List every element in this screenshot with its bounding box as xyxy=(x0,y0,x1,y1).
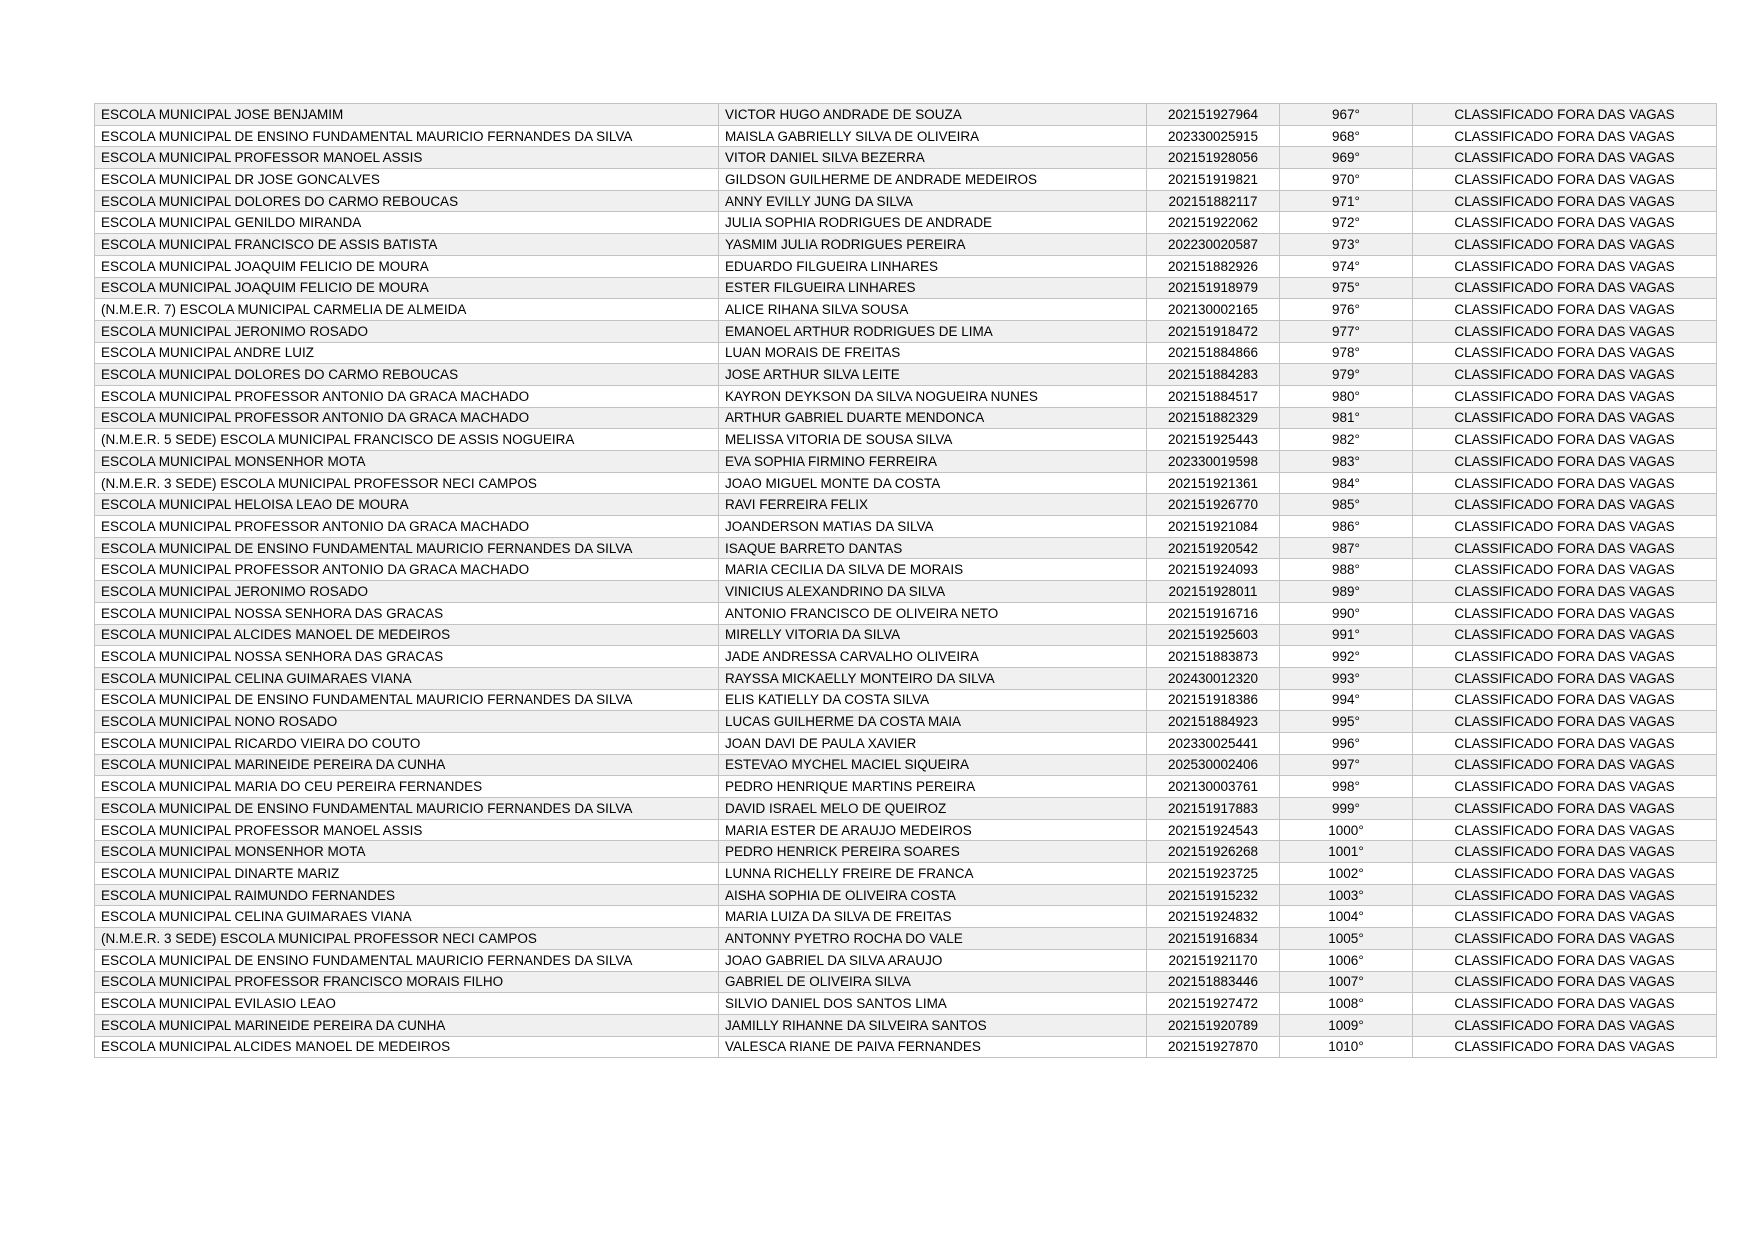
enrollment-cell: 202151916716 xyxy=(1147,602,1280,624)
table-row xyxy=(95,516,1717,538)
status-cell: CLASSIFICADO FORA DAS VAGAS xyxy=(1413,754,1717,776)
rank-cell: 972° xyxy=(1280,212,1413,234)
status-cell: CLASSIFICADO FORA DAS VAGAS xyxy=(1413,949,1717,971)
table-row xyxy=(95,711,1717,733)
enrollment-cell: 202151882117 xyxy=(1147,190,1280,212)
table-row xyxy=(95,299,1717,321)
table-row xyxy=(95,472,1717,494)
rank-cell: 976° xyxy=(1280,299,1413,321)
rank-cell: 971° xyxy=(1280,190,1413,212)
school-cell: ESCOLA MUNICIPAL MARIA DO CEU PEREIRA FERNANDES xyxy=(95,776,719,798)
school-cell: ESCOLA MUNICIPAL EVILASIO LEAO xyxy=(95,993,719,1015)
status-cell: CLASSIFICADO FORA DAS VAGAS xyxy=(1413,1014,1717,1036)
status-cell: CLASSIFICADO FORA DAS VAGAS xyxy=(1413,1036,1717,1058)
student-cell: JOAO GABRIEL DA SILVA ARAUJO xyxy=(719,949,1147,971)
table-row xyxy=(95,407,1717,429)
school-cell: ESCOLA MUNICIPAL DE ENSINO FUNDAMENTAL MAURICIO FERNANDES DA SILVA xyxy=(95,125,719,147)
school-cell: (N.M.E.R. 5 SEDE) ESCOLA MUNICIPAL FRANCISCO DE ASSIS NOGUEIRA xyxy=(95,429,719,451)
table-row xyxy=(95,841,1717,863)
rank-cell: 981° xyxy=(1280,407,1413,429)
student-cell: RAVI FERREIRA FELIX xyxy=(719,494,1147,516)
school-cell: ESCOLA MUNICIPAL MARINEIDE PEREIRA DA CUNHA xyxy=(95,754,719,776)
status-cell: CLASSIFICADO FORA DAS VAGAS xyxy=(1413,234,1717,256)
rank-cell: 1001° xyxy=(1280,841,1413,863)
status-cell: CLASSIFICADO FORA DAS VAGAS xyxy=(1413,277,1717,299)
status-cell: CLASSIFICADO FORA DAS VAGAS xyxy=(1413,906,1717,928)
rank-cell: 967° xyxy=(1280,104,1413,126)
enrollment-cell: 202530002406 xyxy=(1147,754,1280,776)
rank-cell: 979° xyxy=(1280,364,1413,386)
table-row xyxy=(95,689,1717,711)
student-cell: ESTER FILGUEIRA LINHARES xyxy=(719,277,1147,299)
status-cell: CLASSIFICADO FORA DAS VAGAS xyxy=(1413,646,1717,668)
school-cell: ESCOLA MUNICIPAL JOAQUIM FELICIO DE MOURA xyxy=(95,255,719,277)
enrollment-cell: 202151918472 xyxy=(1147,320,1280,342)
rank-cell: 985° xyxy=(1280,494,1413,516)
student-cell: LUAN MORAIS DE FREITAS xyxy=(719,342,1147,364)
rank-cell: 1000° xyxy=(1280,819,1413,841)
school-cell: ESCOLA MUNICIPAL PROFESSOR MANOEL ASSIS xyxy=(95,147,719,169)
enrollment-cell: 202151924832 xyxy=(1147,906,1280,928)
student-cell: RAYSSA MICKAELLY MONTEIRO DA SILVA xyxy=(719,667,1147,689)
rank-cell: 990° xyxy=(1280,602,1413,624)
student-cell: EVA SOPHIA FIRMINO FERREIRA xyxy=(719,451,1147,473)
status-cell: CLASSIFICADO FORA DAS VAGAS xyxy=(1413,884,1717,906)
enrollment-cell: 202151927472 xyxy=(1147,993,1280,1015)
status-cell: CLASSIFICADO FORA DAS VAGAS xyxy=(1413,776,1717,798)
enrollment-cell: 202130002165 xyxy=(1147,299,1280,321)
rank-cell: 1003° xyxy=(1280,884,1413,906)
enrollment-cell: 202151882926 xyxy=(1147,255,1280,277)
rank-cell: 997° xyxy=(1280,754,1413,776)
status-cell: CLASSIFICADO FORA DAS VAGAS xyxy=(1413,971,1717,993)
rank-cell: 995° xyxy=(1280,711,1413,733)
enrollment-cell: 202151918979 xyxy=(1147,277,1280,299)
school-cell: ESCOLA MUNICIPAL MONSENHOR MOTA xyxy=(95,451,719,473)
student-cell: AISHA SOPHIA DE OLIVEIRA COSTA xyxy=(719,884,1147,906)
enrollment-cell: 202151884866 xyxy=(1147,342,1280,364)
school-cell: ESCOLA MUNICIPAL RICARDO VIEIRA DO COUTO xyxy=(95,732,719,754)
enrollment-cell: 202151884923 xyxy=(1147,711,1280,733)
table-row xyxy=(95,104,1717,126)
table-row xyxy=(95,255,1717,277)
rank-cell: 1002° xyxy=(1280,863,1413,885)
status-cell: CLASSIFICADO FORA DAS VAGAS xyxy=(1413,385,1717,407)
enrollment-cell: 202151924543 xyxy=(1147,819,1280,841)
table-row xyxy=(95,385,1717,407)
rank-cell: 1007° xyxy=(1280,971,1413,993)
enrollment-cell: 202151925443 xyxy=(1147,429,1280,451)
student-cell: DAVID ISRAEL MELO DE QUEIROZ xyxy=(719,798,1147,820)
rank-cell: 992° xyxy=(1280,646,1413,668)
school-cell: ESCOLA MUNICIPAL JOAQUIM FELICIO DE MOURA xyxy=(95,277,719,299)
rank-cell: 969° xyxy=(1280,147,1413,169)
status-cell: CLASSIFICADO FORA DAS VAGAS xyxy=(1413,711,1717,733)
status-cell: CLASSIFICADO FORA DAS VAGAS xyxy=(1413,299,1717,321)
rank-cell: 1008° xyxy=(1280,993,1413,1015)
rank-cell: 1004° xyxy=(1280,906,1413,928)
student-cell: VICTOR HUGO ANDRADE DE SOUZA xyxy=(719,104,1147,126)
rank-cell: 1010° xyxy=(1280,1036,1413,1058)
status-cell: CLASSIFICADO FORA DAS VAGAS xyxy=(1413,863,1717,885)
status-cell: CLASSIFICADO FORA DAS VAGAS xyxy=(1413,494,1717,516)
school-cell: ESCOLA MUNICIPAL CELINA GUIMARAES VIANA xyxy=(95,906,719,928)
rank-cell: 986° xyxy=(1280,516,1413,538)
table-row xyxy=(95,147,1717,169)
school-cell: ESCOLA MUNICIPAL NONO ROSADO xyxy=(95,711,719,733)
school-cell: ESCOLA MUNICIPAL RAIMUNDO FERNANDES xyxy=(95,884,719,906)
enrollment-cell: 202130003761 xyxy=(1147,776,1280,798)
status-cell: CLASSIFICADO FORA DAS VAGAS xyxy=(1413,125,1717,147)
table-row xyxy=(95,429,1717,451)
rank-cell: 984° xyxy=(1280,472,1413,494)
school-cell: ESCOLA MUNICIPAL DINARTE MARIZ xyxy=(95,863,719,885)
student-cell: KAYRON DEYKSON DA SILVA NOGUEIRA NUNES xyxy=(719,385,1147,407)
enrollment-cell: 202151884517 xyxy=(1147,385,1280,407)
rank-cell: 973° xyxy=(1280,234,1413,256)
status-cell: CLASSIFICADO FORA DAS VAGAS xyxy=(1413,581,1717,603)
school-cell: ESCOLA MUNICIPAL PROFESSOR ANTONIO DA GRACA MACHADO xyxy=(95,385,719,407)
status-cell: CLASSIFICADO FORA DAS VAGAS xyxy=(1413,928,1717,950)
table-row xyxy=(95,320,1717,342)
student-cell: ANTONNY PYETRO ROCHA DO VALE xyxy=(719,928,1147,950)
status-cell: CLASSIFICADO FORA DAS VAGAS xyxy=(1413,819,1717,841)
status-cell: CLASSIFICADO FORA DAS VAGAS xyxy=(1413,667,1717,689)
rank-cell: 987° xyxy=(1280,537,1413,559)
rank-cell: 989° xyxy=(1280,581,1413,603)
school-cell: ESCOLA MUNICIPAL DR JOSE GONCALVES xyxy=(95,169,719,191)
rank-cell: 983° xyxy=(1280,451,1413,473)
school-cell: (N.M.E.R. 3 SEDE) ESCOLA MUNICIPAL PROFESSOR NECI CAMPOS xyxy=(95,472,719,494)
enrollment-cell: 202151883873 xyxy=(1147,646,1280,668)
rank-cell: 970° xyxy=(1280,169,1413,191)
school-cell: ESCOLA MUNICIPAL FRANCISCO DE ASSIS BATISTA xyxy=(95,234,719,256)
status-cell: CLASSIFICADO FORA DAS VAGAS xyxy=(1413,732,1717,754)
enrollment-cell: 202151923725 xyxy=(1147,863,1280,885)
table-row xyxy=(95,169,1717,191)
school-cell: ESCOLA MUNICIPAL NOSSA SENHORA DAS GRACAS xyxy=(95,602,719,624)
school-cell: ESCOLA MUNICIPAL MARINEIDE PEREIRA DA CUNHA xyxy=(95,1014,719,1036)
table-row xyxy=(95,928,1717,950)
status-cell: CLASSIFICADO FORA DAS VAGAS xyxy=(1413,559,1717,581)
table-row xyxy=(95,125,1717,147)
student-cell: EDUARDO FILGUEIRA LINHARES xyxy=(719,255,1147,277)
status-cell: CLASSIFICADO FORA DAS VAGAS xyxy=(1413,255,1717,277)
table-row xyxy=(95,819,1717,841)
student-cell: SILVIO DANIEL DOS SANTOS LIMA xyxy=(719,993,1147,1015)
student-cell: EMANOEL ARTHUR RODRIGUES DE LIMA xyxy=(719,320,1147,342)
status-cell: CLASSIFICADO FORA DAS VAGAS xyxy=(1413,993,1717,1015)
status-cell: CLASSIFICADO FORA DAS VAGAS xyxy=(1413,169,1717,191)
table-row xyxy=(95,494,1717,516)
enrollment-cell: 202151926770 xyxy=(1147,494,1280,516)
enrollment-cell: 202151927870 xyxy=(1147,1036,1280,1058)
student-cell: GABRIEL DE OLIVEIRA SILVA xyxy=(719,971,1147,993)
school-cell: ESCOLA MUNICIPAL DOLORES DO CARMO REBOUCAS xyxy=(95,190,719,212)
enrollment-cell: 202230020587 xyxy=(1147,234,1280,256)
status-cell: CLASSIFICADO FORA DAS VAGAS xyxy=(1413,320,1717,342)
enrollment-cell: 202151928056 xyxy=(1147,147,1280,169)
enrollment-cell: 202151921170 xyxy=(1147,949,1280,971)
status-cell: CLASSIFICADO FORA DAS VAGAS xyxy=(1413,624,1717,646)
student-cell: ESTEVAO MYCHEL MACIEL SIQUEIRA xyxy=(719,754,1147,776)
student-cell: ELIS KATIELLY DA COSTA SILVA xyxy=(719,689,1147,711)
student-cell: ARTHUR GABRIEL DUARTE MENDONCA xyxy=(719,407,1147,429)
rank-cell: 974° xyxy=(1280,255,1413,277)
results-table-body xyxy=(95,104,1717,1058)
student-cell: LUNNA RICHELLY FREIRE DE FRANCA xyxy=(719,863,1147,885)
enrollment-cell: 202151918386 xyxy=(1147,689,1280,711)
enrollment-cell: 202151915232 xyxy=(1147,884,1280,906)
school-cell: ESCOLA MUNICIPAL DE ENSINO FUNDAMENTAL MAURICIO FERNANDES DA SILVA xyxy=(95,798,719,820)
table-row xyxy=(95,342,1717,364)
rank-cell: 1009° xyxy=(1280,1014,1413,1036)
enrollment-cell: 202151917883 xyxy=(1147,798,1280,820)
status-cell: CLASSIFICADO FORA DAS VAGAS xyxy=(1413,190,1717,212)
school-cell: ESCOLA MUNICIPAL ALCIDES MANOEL DE MEDEIROS xyxy=(95,624,719,646)
school-cell: ESCOLA MUNICIPAL GENILDO MIRANDA xyxy=(95,212,719,234)
rank-cell: 991° xyxy=(1280,624,1413,646)
rank-cell: 968° xyxy=(1280,125,1413,147)
enrollment-cell: 202330025441 xyxy=(1147,732,1280,754)
rank-cell: 975° xyxy=(1280,277,1413,299)
status-cell: CLASSIFICADO FORA DAS VAGAS xyxy=(1413,798,1717,820)
school-cell: ESCOLA MUNICIPAL PROFESSOR MANOEL ASSIS xyxy=(95,819,719,841)
table-row xyxy=(95,884,1717,906)
enrollment-cell: 202151925603 xyxy=(1147,624,1280,646)
school-cell: ESCOLA MUNICIPAL DOLORES DO CARMO REBOUCAS xyxy=(95,364,719,386)
table-row xyxy=(95,212,1717,234)
enrollment-cell: 202151919821 xyxy=(1147,169,1280,191)
table-row xyxy=(95,581,1717,603)
classification-results-table xyxy=(94,103,1717,1058)
status-cell: CLASSIFICADO FORA DAS VAGAS xyxy=(1413,537,1717,559)
table-row xyxy=(95,863,1717,885)
enrollment-cell: 202151927964 xyxy=(1147,104,1280,126)
status-cell: CLASSIFICADO FORA DAS VAGAS xyxy=(1413,104,1717,126)
rank-cell: 1005° xyxy=(1280,928,1413,950)
enrollment-cell: 202151920789 xyxy=(1147,1014,1280,1036)
rank-cell: 996° xyxy=(1280,732,1413,754)
student-cell: ANTONIO FRANCISCO DE OLIVEIRA NETO xyxy=(719,602,1147,624)
school-cell: ESCOLA MUNICIPAL HELOISA LEAO DE MOURA xyxy=(95,494,719,516)
school-cell: ESCOLA MUNICIPAL JOSE BENJAMIM xyxy=(95,104,719,126)
status-cell: CLASSIFICADO FORA DAS VAGAS xyxy=(1413,212,1717,234)
status-cell: CLASSIFICADO FORA DAS VAGAS xyxy=(1413,147,1717,169)
school-cell: ESCOLA MUNICIPAL PROFESSOR ANTONIO DA GRACA MACHADO xyxy=(95,407,719,429)
table-row xyxy=(95,667,1717,689)
enrollment-cell: 202330025915 xyxy=(1147,125,1280,147)
table-row xyxy=(95,559,1717,581)
student-cell: VALESCA RIANE DE PAIVA FERNANDES xyxy=(719,1036,1147,1058)
school-cell: ESCOLA MUNICIPAL ALCIDES MANOEL DE MEDEIROS xyxy=(95,1036,719,1058)
student-cell: ANNY EVILLY JUNG DA SILVA xyxy=(719,190,1147,212)
table-row xyxy=(95,364,1717,386)
status-cell: CLASSIFICADO FORA DAS VAGAS xyxy=(1413,516,1717,538)
table-row xyxy=(95,234,1717,256)
enrollment-cell: 202151928011 xyxy=(1147,581,1280,603)
rank-cell: 999° xyxy=(1280,798,1413,820)
school-cell: ESCOLA MUNICIPAL JERONIMO ROSADO xyxy=(95,320,719,342)
enrollment-cell: 202151921361 xyxy=(1147,472,1280,494)
table-row xyxy=(95,949,1717,971)
enrollment-cell: 202151884283 xyxy=(1147,364,1280,386)
school-cell: ESCOLA MUNICIPAL NOSSA SENHORA DAS GRACAS xyxy=(95,646,719,668)
table-row xyxy=(95,451,1717,473)
rank-cell: 1006° xyxy=(1280,949,1413,971)
table-row xyxy=(95,1014,1717,1036)
table-row xyxy=(95,277,1717,299)
table-row xyxy=(95,1036,1717,1058)
student-cell: YASMIM JULIA RODRIGUES PEREIRA xyxy=(719,234,1147,256)
student-cell: ISAQUE BARRETO DANTAS xyxy=(719,537,1147,559)
table-row xyxy=(95,732,1717,754)
enrollment-cell: 202330019598 xyxy=(1147,451,1280,473)
student-cell: JOSE ARTHUR SILVA LEITE xyxy=(719,364,1147,386)
school-cell: ESCOLA MUNICIPAL DE ENSINO FUNDAMENTAL MAURICIO FERNANDES DA SILVA xyxy=(95,949,719,971)
school-cell: (N.M.E.R. 7) ESCOLA MUNICIPAL CARMELIA DE ALMEIDA xyxy=(95,299,719,321)
school-cell: ESCOLA MUNICIPAL PROFESSOR FRANCISCO MORAIS FILHO xyxy=(95,971,719,993)
student-cell: ALICE RIHANA SILVA SOUSA xyxy=(719,299,1147,321)
student-cell: VITOR DANIEL SILVA BEZERRA xyxy=(719,147,1147,169)
enrollment-cell: 202151916834 xyxy=(1147,928,1280,950)
student-cell: MARIA LUIZA DA SILVA DE FREITAS xyxy=(719,906,1147,928)
table-row xyxy=(95,993,1717,1015)
student-cell: JULIA SOPHIA RODRIGUES DE ANDRADE xyxy=(719,212,1147,234)
status-cell: CLASSIFICADO FORA DAS VAGAS xyxy=(1413,451,1717,473)
student-cell: GILDSON GUILHERME DE ANDRADE MEDEIROS xyxy=(719,169,1147,191)
student-cell: VINICIUS ALEXANDRINO DA SILVA xyxy=(719,581,1147,603)
rank-cell: 977° xyxy=(1280,320,1413,342)
table-row xyxy=(95,971,1717,993)
classification-results-table-container xyxy=(94,103,1717,1058)
student-cell: MARIA CECILIA DA SILVA DE MORAIS xyxy=(719,559,1147,581)
enrollment-cell: 202151924093 xyxy=(1147,559,1280,581)
school-cell: ESCOLA MUNICIPAL PROFESSOR ANTONIO DA GRACA MACHADO xyxy=(95,559,719,581)
rank-cell: 998° xyxy=(1280,776,1413,798)
school-cell: (N.M.E.R. 3 SEDE) ESCOLA MUNICIPAL PROFESSOR NECI CAMPOS xyxy=(95,928,719,950)
rank-cell: 980° xyxy=(1280,385,1413,407)
school-cell: ESCOLA MUNICIPAL ANDRE LUIZ xyxy=(95,342,719,364)
table-row xyxy=(95,754,1717,776)
status-cell: CLASSIFICADO FORA DAS VAGAS xyxy=(1413,841,1717,863)
status-cell: CLASSIFICADO FORA DAS VAGAS xyxy=(1413,689,1717,711)
student-cell: LUCAS GUILHERME DA COSTA MAIA xyxy=(719,711,1147,733)
enrollment-cell: 202430012320 xyxy=(1147,667,1280,689)
school-cell: ESCOLA MUNICIPAL MONSENHOR MOTA xyxy=(95,841,719,863)
student-cell: MAISLA GABRIELLY SILVA DE OLIVEIRA xyxy=(719,125,1147,147)
status-cell: CLASSIFICADO FORA DAS VAGAS xyxy=(1413,472,1717,494)
enrollment-cell: 202151882329 xyxy=(1147,407,1280,429)
status-cell: CLASSIFICADO FORA DAS VAGAS xyxy=(1413,407,1717,429)
student-cell: JOANDERSON MATIAS DA SILVA xyxy=(719,516,1147,538)
table-row xyxy=(95,906,1717,928)
rank-cell: 994° xyxy=(1280,689,1413,711)
table-row xyxy=(95,624,1717,646)
rank-cell: 982° xyxy=(1280,429,1413,451)
enrollment-cell: 202151926268 xyxy=(1147,841,1280,863)
school-cell: ESCOLA MUNICIPAL JERONIMO ROSADO xyxy=(95,581,719,603)
status-cell: CLASSIFICADO FORA DAS VAGAS xyxy=(1413,602,1717,624)
enrollment-cell: 202151922062 xyxy=(1147,212,1280,234)
status-cell: CLASSIFICADO FORA DAS VAGAS xyxy=(1413,342,1717,364)
school-cell: ESCOLA MUNICIPAL DE ENSINO FUNDAMENTAL MAURICIO FERNANDES DA SILVA xyxy=(95,537,719,559)
table-row xyxy=(95,602,1717,624)
table-row xyxy=(95,190,1717,212)
rank-cell: 993° xyxy=(1280,667,1413,689)
enrollment-cell: 202151883446 xyxy=(1147,971,1280,993)
student-cell: MELISSA VITORIA DE SOUSA SILVA xyxy=(719,429,1147,451)
enrollment-cell: 202151921084 xyxy=(1147,516,1280,538)
student-cell: MARIA ESTER DE ARAUJO MEDEIROS xyxy=(719,819,1147,841)
table-row xyxy=(95,776,1717,798)
status-cell: CLASSIFICADO FORA DAS VAGAS xyxy=(1413,429,1717,451)
table-row xyxy=(95,646,1717,668)
table-row xyxy=(95,798,1717,820)
rank-cell: 988° xyxy=(1280,559,1413,581)
student-cell: MIRELLY VITORIA DA SILVA xyxy=(719,624,1147,646)
school-cell: ESCOLA MUNICIPAL PROFESSOR ANTONIO DA GRACA MACHADO xyxy=(95,516,719,538)
student-cell: JADE ANDRESSA CARVALHO OLIVEIRA xyxy=(719,646,1147,668)
status-cell: CLASSIFICADO FORA DAS VAGAS xyxy=(1413,364,1717,386)
school-cell: ESCOLA MUNICIPAL CELINA GUIMARAES VIANA xyxy=(95,667,719,689)
school-cell: ESCOLA MUNICIPAL DE ENSINO FUNDAMENTAL MAURICIO FERNANDES DA SILVA xyxy=(95,689,719,711)
rank-cell: 978° xyxy=(1280,342,1413,364)
enrollment-cell: 202151920542 xyxy=(1147,537,1280,559)
student-cell: JAMILLY RIHANNE DA SILVEIRA SANTOS xyxy=(719,1014,1147,1036)
student-cell: PEDRO HENRICK PEREIRA SOARES xyxy=(719,841,1147,863)
student-cell: PEDRO HENRIQUE MARTINS PEREIRA xyxy=(719,776,1147,798)
table-row xyxy=(95,537,1717,559)
student-cell: JOAN DAVI DE PAULA XAVIER xyxy=(719,732,1147,754)
student-cell: JOAO MIGUEL MONTE DA COSTA xyxy=(719,472,1147,494)
